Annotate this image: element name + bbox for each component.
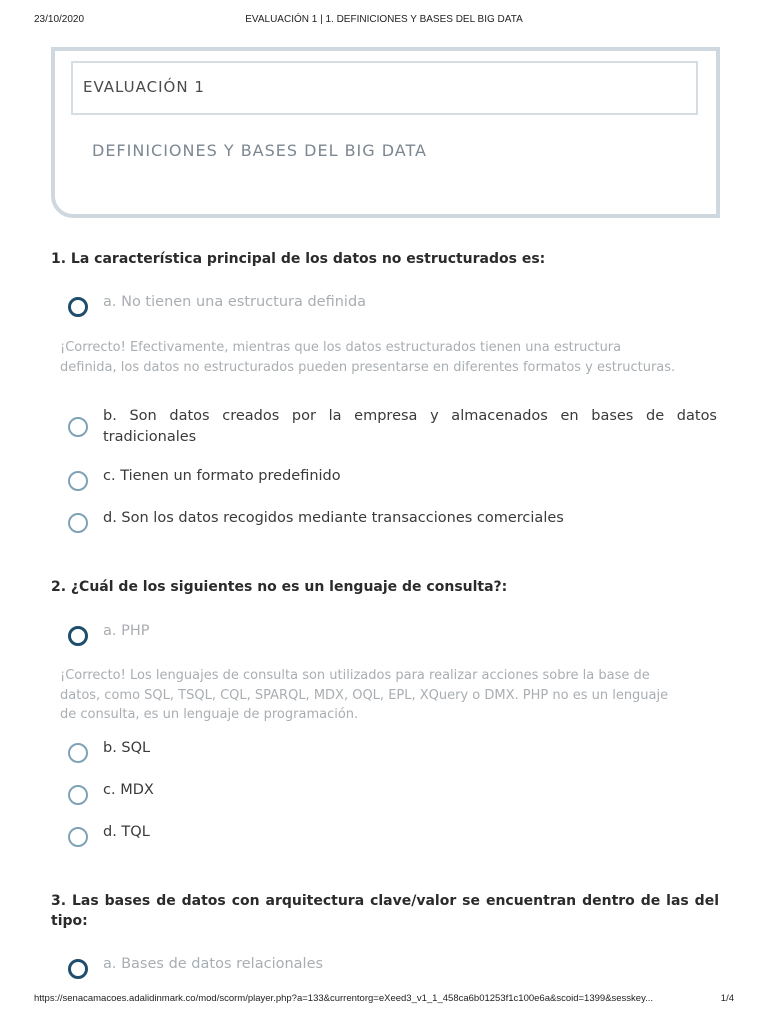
radio-icon[interactable] — [68, 417, 88, 437]
q2-feedback: ¡Correcto! Los lenguajes de consulta son utilizados para realizar acciones sobre la base de datos, como SQL, TSQL, CQL, SPARQL, MDX, OQL, EPL, XQuery o DMX. PHP no es un lenguaje de consulta, es un lenguaje de programación. — [60, 668, 669, 722]
page-number: 1/4 — [720, 993, 734, 1004]
q1-option-b[interactable] — [68, 406, 718, 450]
option-label: a. PHP — [103, 623, 150, 639]
print-date: 23/10/2020 — [34, 14, 85, 25]
q2-option-d[interactable] — [68, 822, 718, 866]
q1-option-a[interactable] — [68, 292, 718, 336]
option-label: b. Son datos creados por la empresa y almacenados en bases de datos tradicionales — [103, 408, 717, 445]
q1-option-d[interactable] — [68, 508, 718, 552]
option-label: b. SQL — [103, 740, 151, 756]
option-label: a. Bases de datos relacionales — [103, 956, 324, 972]
radio-selected-icon[interactable] — [68, 959, 88, 979]
radio-selected-icon[interactable] — [68, 297, 88, 317]
question-2: 2. ¿Cuál de los siguientes no es un lenguaje de consulta?: — [51, 579, 508, 595]
radio-icon[interactable] — [68, 785, 88, 805]
header-card — [51, 47, 720, 218]
option-label: a. No tienen una estructura definida — [103, 294, 367, 310]
q1-option-c[interactable] — [68, 466, 718, 510]
radio-icon[interactable] — [68, 827, 88, 847]
evaluation-title: EVALUACIÓN 1 — [83, 78, 205, 96]
q3-option-a[interactable] — [68, 954, 718, 998]
evaluation-subtitle: DEFINICIONES Y BASES DEL BIG DATA — [92, 141, 427, 160]
question-3: 3. Las bases de datos con arquitectura clave/valor se encuentran dentro de las del tipo: — [51, 893, 719, 929]
q2-option-a[interactable] — [68, 621, 718, 665]
q2-option-c[interactable] — [68, 780, 718, 824]
question-1: 1. La característica principal de los datos no estructurados es: — [51, 251, 546, 267]
radio-icon[interactable] — [68, 471, 88, 491]
option-label: d. Son los datos recogidos mediante transacciones comerciales — [103, 510, 564, 526]
print-header — [0, 14, 768, 30]
q2-option-b[interactable] — [68, 738, 718, 782]
option-label: c. Tienen un formato predefinido — [103, 468, 341, 484]
option-label: c. MDX — [103, 782, 154, 798]
header-title-box — [71, 61, 698, 115]
radio-icon[interactable] — [68, 743, 88, 763]
radio-selected-icon[interactable] — [68, 626, 88, 646]
q1-feedback: ¡Correcto! Efectivamente, mientras que los datos estructurados tienen una estructura definida, los datos no estructurados pueden presentarse en diferentes formatos y estructuras. — [60, 340, 676, 375]
option-label: d. TQL — [103, 824, 150, 840]
radio-icon[interactable] — [68, 513, 88, 533]
print-footer — [0, 993, 768, 1009]
page-url: https://senacamacoes.adalidinmark.co/mod/scorm/player.php?a=133&currentorg=eXeed3_v1_1_458ca6b01253f1c100e6a&scoid=1399&sesskey... — [34, 993, 654, 1004]
print-title: EVALUACIÓN 1 | 1. DEFINICIONES Y BASES DEL BIG DATA — [245, 14, 523, 25]
